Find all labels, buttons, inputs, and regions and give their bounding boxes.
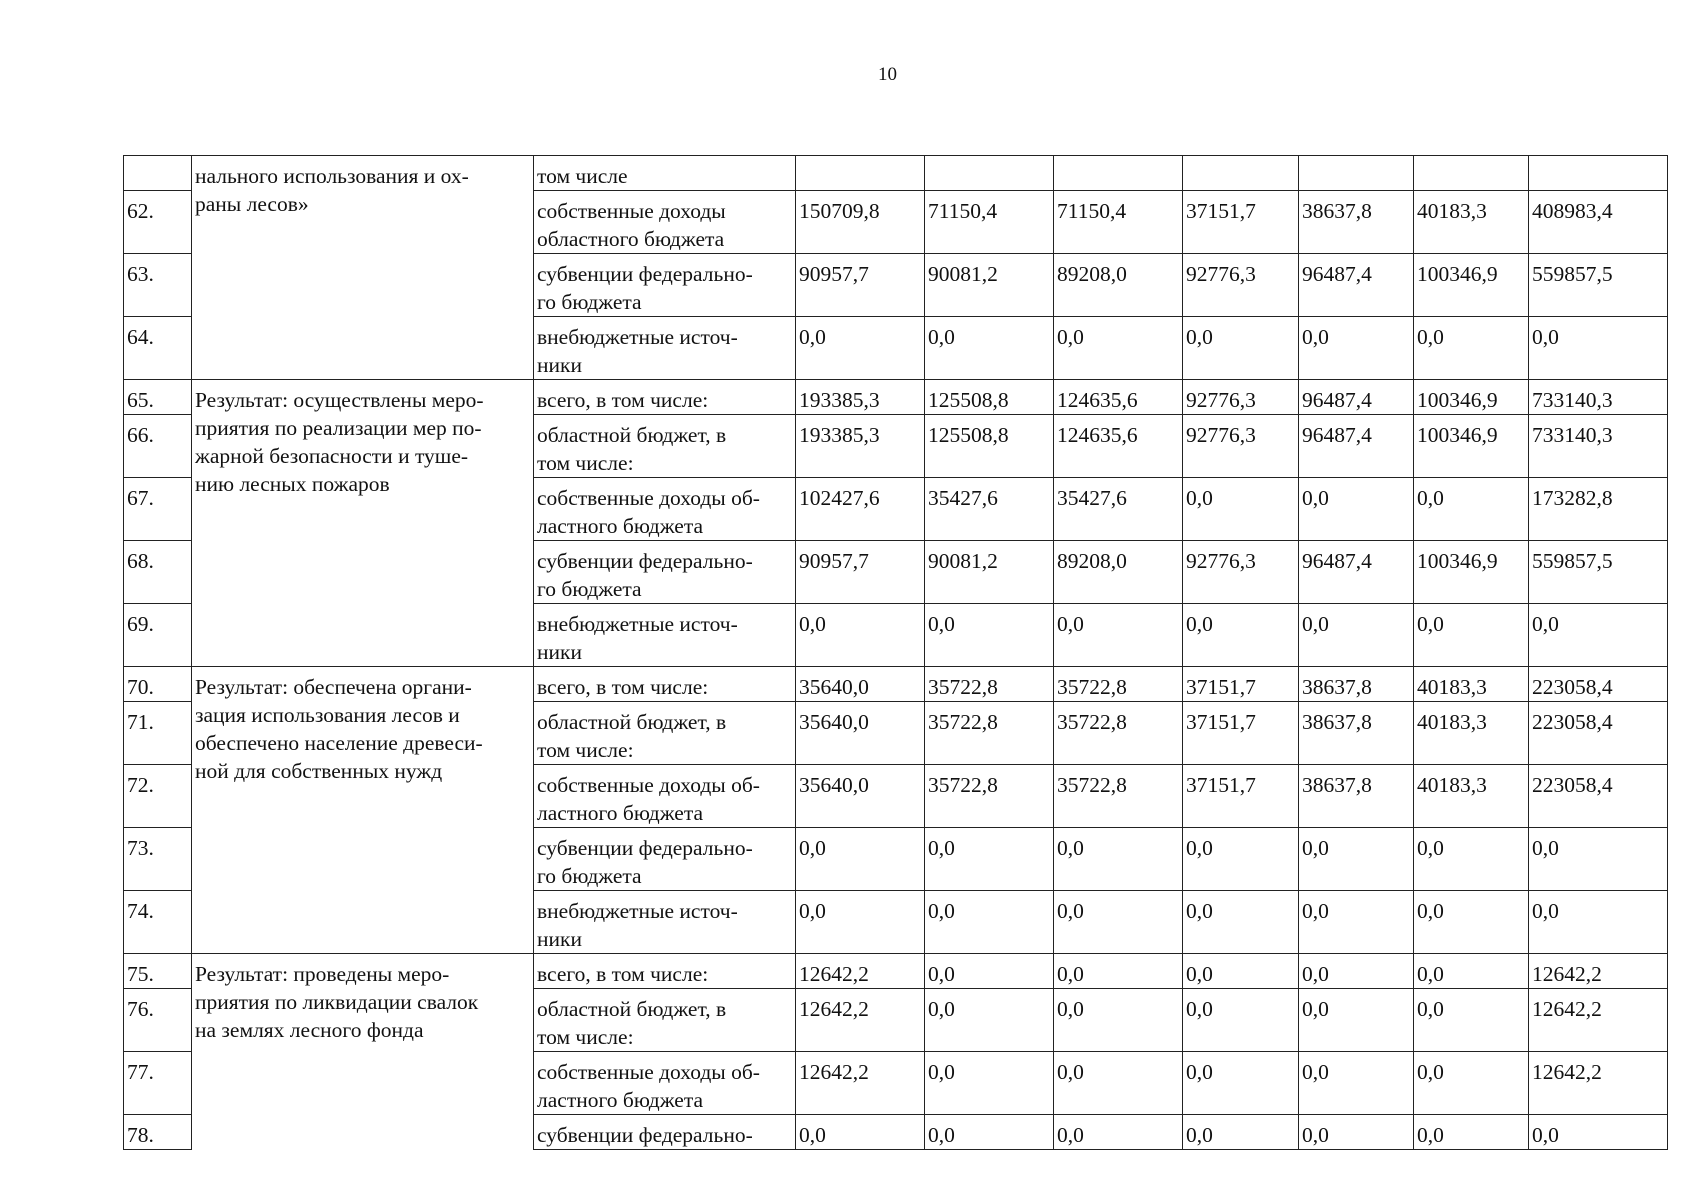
value-cell: 0,0 [1414,604,1529,667]
row-number: 78. [124,1115,192,1150]
value-cell: 96487,4 [1299,541,1414,604]
row-number: 77. [124,1052,192,1115]
value-cell: 35640,0 [796,765,925,828]
value-cell: 0,0 [925,828,1054,891]
value-cell: 35640,0 [796,702,925,765]
value-cell: 40183,3 [1414,702,1529,765]
funding-source: том числе [534,156,796,191]
table-row [124,667,1668,702]
funding-source: областной бюджет, в том числе: [534,702,796,765]
funding-source: собственные доходы об- ластного бюджета [534,765,796,828]
value-cell: 35722,8 [1054,702,1183,765]
value-cell: 0,0 [925,1115,1054,1150]
value-cell: 0,0 [1414,478,1529,541]
row-number: 73. [124,828,192,891]
value-cell: 0,0 [1183,989,1299,1052]
value-cell: 0,0 [796,1115,925,1150]
result-description: Результат: обеспечена органи- зация использования лесов и обеспечено население древеси- ной для собственных нужд [192,667,534,954]
value-cell: 124635,6 [1054,415,1183,478]
value-cell: 0,0 [796,891,925,954]
value-cell: 0,0 [1414,828,1529,891]
row-number: 63. [124,254,192,317]
value-cell: 0,0 [1054,1115,1183,1150]
value-cell: 0,0 [1299,989,1414,1052]
value-cell: 38637,8 [1299,191,1414,254]
value-cell: 40183,3 [1414,765,1529,828]
value-cell: 37151,7 [1183,702,1299,765]
result-description: нального использования и ох- раны лесов» [192,156,534,380]
value-cell: 0,0 [1529,828,1668,891]
value-cell: 38637,8 [1299,667,1414,702]
value-cell: 90957,7 [796,254,925,317]
row-number: 71. [124,702,192,765]
result-description: Результат: осуществлены меро- приятия по реализации мер по- жарной безопасности и туше- нию лесных пожаров [192,380,534,667]
value-cell: 71150,4 [925,191,1054,254]
row-number [124,156,192,191]
value-cell: 90081,2 [925,541,1054,604]
value-cell: 12642,2 [1529,1052,1668,1115]
row-number: 76. [124,989,192,1052]
value-cell: 559857,5 [1529,254,1668,317]
value-cell: 71150,4 [1054,191,1183,254]
value-cell: 0,0 [1414,954,1529,989]
value-cell: 35427,6 [925,478,1054,541]
value-cell: 0,0 [796,604,925,667]
value-cell: 0,0 [1414,317,1529,380]
value-cell: 0,0 [1054,828,1183,891]
value-cell: 0,0 [1183,478,1299,541]
value-cell: 223058,4 [1529,702,1668,765]
value-cell: 0,0 [1054,604,1183,667]
funding-source: всего, в том числе: [534,954,796,989]
value-cell: 92776,3 [1183,380,1299,415]
value-cell: 35722,8 [925,702,1054,765]
value-cell: 223058,4 [1529,765,1668,828]
value-cell [925,156,1054,191]
value-cell: 0,0 [1299,604,1414,667]
value-cell: 12642,2 [796,1052,925,1115]
value-cell: 0,0 [1299,478,1414,541]
value-cell: 0,0 [1183,891,1299,954]
value-cell: 559857,5 [1529,541,1668,604]
page-number: 10 [878,64,897,85]
value-cell [1054,156,1183,191]
funding-source: собственные доходы областного бюджета [534,191,796,254]
value-cell: 150709,8 [796,191,925,254]
value-cell: 38637,8 [1299,702,1414,765]
value-cell: 193385,3 [796,380,925,415]
funding-source: внебюджетные источ- ники [534,891,796,954]
funding-source: внебюджетные источ- ники [534,604,796,667]
funding-source: собственные доходы об- ластного бюджета [534,478,796,541]
value-cell [1414,156,1529,191]
funding-source: субвенции федерально- го бюджета [534,828,796,891]
value-cell: 0,0 [1529,891,1668,954]
value-cell: 90957,7 [796,541,925,604]
row-number: 68. [124,541,192,604]
value-cell: 733140,3 [1529,415,1668,478]
funding-source: всего, в том числе: [534,380,796,415]
budget-table [123,155,1668,1150]
value-cell: 92776,3 [1183,254,1299,317]
funding-source: областной бюджет, в том числе: [534,415,796,478]
value-cell: 0,0 [1299,1052,1414,1115]
funding-source: областной бюджет, в том числе: [534,989,796,1052]
value-cell: 0,0 [925,1052,1054,1115]
value-cell: 0,0 [1054,891,1183,954]
value-cell: 90081,2 [925,254,1054,317]
value-cell: 35640,0 [796,667,925,702]
value-cell: 35722,8 [1054,765,1183,828]
value-cell [1299,156,1414,191]
value-cell: 124635,6 [1054,380,1183,415]
value-cell: 0,0 [1183,604,1299,667]
value-cell: 35427,6 [1054,478,1183,541]
value-cell: 40183,3 [1414,667,1529,702]
value-cell: 0,0 [1299,891,1414,954]
value-cell: 0,0 [796,828,925,891]
value-cell: 0,0 [1183,1052,1299,1115]
value-cell: 0,0 [1414,1052,1529,1115]
value-cell: 100346,9 [1414,380,1529,415]
row-number: 74. [124,891,192,954]
value-cell: 0,0 [1414,891,1529,954]
value-cell: 0,0 [925,604,1054,667]
value-cell: 0,0 [1183,828,1299,891]
value-cell: 0,0 [1529,604,1668,667]
value-cell: 0,0 [1299,828,1414,891]
value-cell: 37151,7 [1183,667,1299,702]
value-cell: 408983,4 [1529,191,1668,254]
value-cell: 0,0 [925,891,1054,954]
funding-source: субвенции федерально- [534,1115,796,1150]
value-cell: 12642,2 [796,989,925,1052]
value-cell: 125508,8 [925,415,1054,478]
table-row [124,954,1668,989]
value-cell: 0,0 [925,989,1054,1052]
table-row [124,380,1668,415]
value-cell: 0,0 [925,317,1054,380]
value-cell [1529,156,1668,191]
value-cell: 193385,3 [796,415,925,478]
value-cell: 125508,8 [925,380,1054,415]
row-number: 64. [124,317,192,380]
value-cell: 38637,8 [1299,765,1414,828]
value-cell: 37151,7 [1183,765,1299,828]
value-cell: 0,0 [796,317,925,380]
value-cell: 12642,2 [1529,954,1668,989]
value-cell: 96487,4 [1299,254,1414,317]
value-cell: 0,0 [1054,954,1183,989]
table-row [124,156,1668,191]
value-cell: 0,0 [1299,954,1414,989]
value-cell: 35722,8 [925,765,1054,828]
value-cell: 733140,3 [1529,380,1668,415]
value-cell: 0,0 [1529,317,1668,380]
value-cell: 40183,3 [1414,191,1529,254]
value-cell: 37151,7 [1183,191,1299,254]
value-cell [1183,156,1299,191]
value-cell: 100346,9 [1414,254,1529,317]
value-cell: 0,0 [1529,1115,1668,1150]
value-cell: 0,0 [1183,954,1299,989]
value-cell: 0,0 [1183,1115,1299,1150]
value-cell: 0,0 [1299,317,1414,380]
value-cell [796,156,925,191]
value-cell: 92776,3 [1183,415,1299,478]
row-number: 70. [124,667,192,702]
funding-source: субвенции федерально- го бюджета [534,254,796,317]
funding-source: субвенции федерально- го бюджета [534,541,796,604]
value-cell: 96487,4 [1299,415,1414,478]
value-cell: 0,0 [1054,1052,1183,1115]
value-cell: 92776,3 [1183,541,1299,604]
value-cell: 100346,9 [1414,541,1529,604]
value-cell: 102427,6 [796,478,925,541]
value-cell: 12642,2 [1529,989,1668,1052]
value-cell: 100346,9 [1414,415,1529,478]
value-cell: 12642,2 [796,954,925,989]
row-number: 65. [124,380,192,415]
row-number: 72. [124,765,192,828]
value-cell: 89208,0 [1054,541,1183,604]
row-number: 69. [124,604,192,667]
result-description: Результат: проведены меро- приятия по ликвидации свалок на землях лесного фонда [192,954,534,1150]
value-cell: 0,0 [1414,1115,1529,1150]
value-cell: 0,0 [1414,989,1529,1052]
row-number: 67. [124,478,192,541]
funding-source: внебюджетные источ- ники [534,317,796,380]
value-cell: 96487,4 [1299,380,1414,415]
value-cell: 0,0 [1183,317,1299,380]
value-cell: 35722,8 [1054,667,1183,702]
row-number: 75. [124,954,192,989]
funding-source: собственные доходы об- ластного бюджета [534,1052,796,1115]
value-cell: 173282,8 [1529,478,1668,541]
funding-source: всего, в том числе: [534,667,796,702]
row-number: 62. [124,191,192,254]
value-cell: 223058,4 [1529,667,1668,702]
value-cell: 0,0 [1054,989,1183,1052]
value-cell: 0,0 [1054,317,1183,380]
value-cell: 0,0 [925,954,1054,989]
row-number: 66. [124,415,192,478]
table-body [124,156,1668,1150]
value-cell: 0,0 [1299,1115,1414,1150]
value-cell: 35722,8 [925,667,1054,702]
value-cell: 89208,0 [1054,254,1183,317]
